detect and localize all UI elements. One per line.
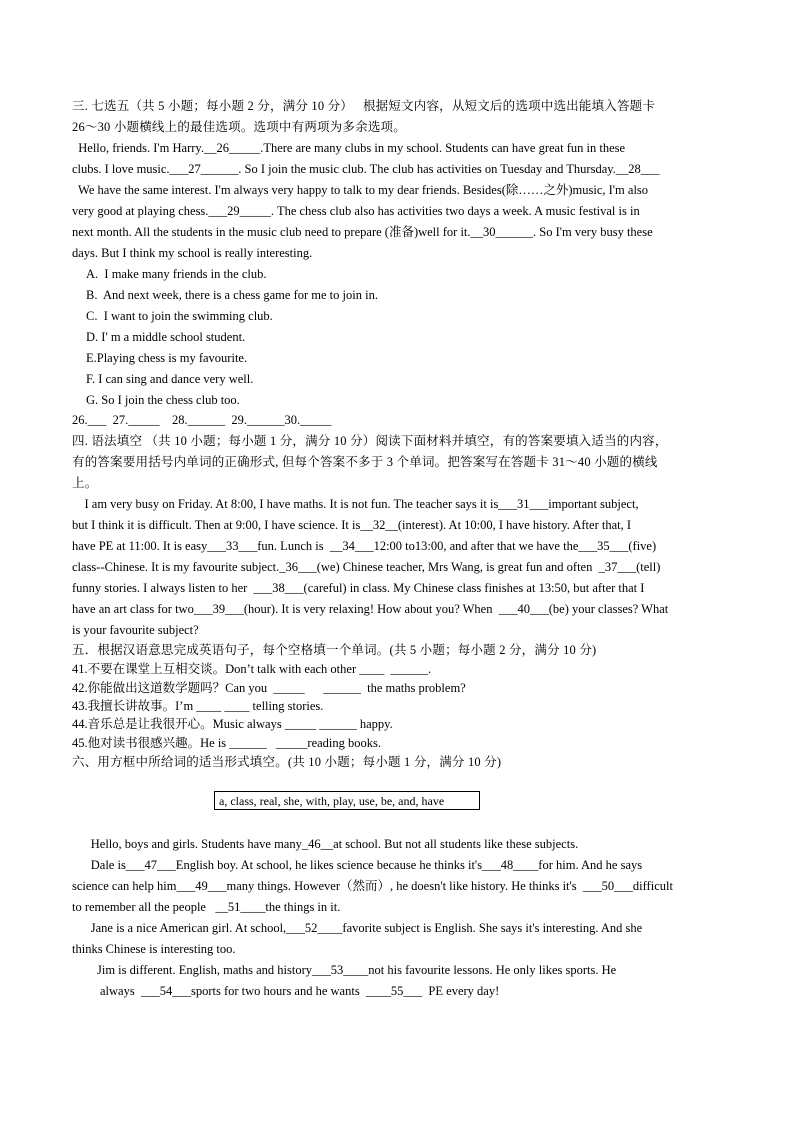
option-d: D. I' m a middle school student. (86, 330, 246, 344)
section6-passage-line: Hello, boys and girls. Students have many_46__at school. But not all students like these subjects. (72, 837, 579, 851)
option-f: F. I can sing and dance very well. (86, 372, 254, 386)
section3-passage-line: We have the same interest. I'm always very happy to talk to my dear friends. Besides(除……之外)music, I'm also (72, 183, 649, 197)
section5-header: 五．根据汉语意思完成英语句子，每个空格填一个单词。(共 5 小题；每小题 2 分，满分 10 分) (72, 643, 597, 657)
section3-passage-line: next month. All the students in the music club need to prepare (准备)well for it.__30______. So I'm very busy these (72, 225, 653, 239)
section6-passage-line: science can help him___49___many things. However（然而）, he doesn't like history. He thinks it's ___50___difficult (72, 879, 673, 893)
section5-item-42: 42.你能做出这道数学题吗？Can you _____ ______ the maths problem? (72, 681, 466, 695)
section4-header-line3: 上。 (72, 476, 98, 490)
section3-header-line1: 三. 七选五（共 5 小题；每小题 2 分，满分 10 分） 根据短文内容，从短文后的选项中选出能填入答题卡 (72, 99, 656, 113)
section4-passage-line: class--Chinese. It is my favourite subject._36___(we) Chinese teacher, Mrs Wang, is great fun and often _37___(tell) (72, 560, 661, 574)
section4-header-line2: 有的答案要用括号内单词的正确形式, 但每个答案不多于 3 个单词。把答案写在答题卡 31～40 小题的横线 (72, 455, 658, 469)
section3-header-line2: 26～30 小题横线上的最佳选项。选项中有两项为多余选项。 (72, 120, 406, 134)
section6-passage-line: thinks Chinese is interesting too. (72, 942, 236, 956)
section6-passage-line: to remember all the people __51____the things in it. (72, 900, 341, 914)
option-e: E.Playing chess is my favourite. (86, 351, 248, 365)
section3-answer-line: 26.___ 27._____ 28.______ 29.______30._____ (72, 413, 332, 427)
option-c: C. I want to join the swimming club. (86, 309, 273, 323)
section4-header-line1: 四. 语法填空 （共 10 小题；每小题 1 分，满分 10 分）阅读下面材料并填空，有的答案要填入适当的内容， (72, 434, 668, 448)
option-a: A. I make many friends in the club. (86, 267, 267, 281)
section6-passage-line: always ___54___sports for two hours and he wants ____55___ PE every day! (100, 984, 500, 998)
section6-header: 六、用方框中所给词的适当形式填空。(共 10 小题；每小题 1 分，满分 10 分) (72, 755, 502, 769)
section3-passage-line: very good at playing chess.___29_____. The chess club also has activities two days a week. A music festival is in (72, 204, 640, 218)
section6-passage-line: Dale is___47___English boy. At school, he likes science because he thinks it's___48____for him. And he says (72, 858, 643, 872)
section5-item-43: 43.我擅长讲故事。I’m ____ ____ telling stories. (72, 699, 324, 713)
section6-passage-line: Jane is a nice American girl. At school,___52____favorite subject is English. She says it's interesting. And she (72, 921, 643, 935)
section5-item-41: 41.不要在课堂上互相交谈。Don’t talk with each other ____ ______. (72, 662, 432, 676)
section4-passage-line: is your favourite subject? (72, 623, 199, 637)
section4-passage-line: have an art class for two___39___(hour). It is very relaxing! How about you? When ___40___(be) your classes? What (72, 602, 669, 616)
word-box: a, class, real, she, with, play, use, be, and, have (214, 791, 480, 810)
section3-passage-line: days. But I think my school is really interesting. (72, 246, 313, 260)
option-g: G. So I join the chess club too. (86, 393, 240, 407)
section6-passage-line: Jim is different. English, maths and history___53____not his favourite lessons. He only likes sports. He (72, 963, 617, 977)
section5-item-45: 45.他对读书很感兴趣。He is ______ _____reading books. (72, 736, 382, 750)
section3-passage-line: clubs. I love music.___27______. So I join the music club. The club has activities on Tuesday and Thursday.__28___ (72, 162, 660, 176)
section4-passage-line: but I think it is difficult. Then at 9:00, I have science. It is__32__(interest). At 10:00, I have history. After that, I (72, 518, 632, 532)
section3-passage-line: Hello, friends. I'm Harry.__26_____.There are many clubs in my school. Students can have great fun in these (72, 141, 626, 155)
section4-passage-line: I am very busy on Friday. At 8:00, I have maths. It is not fun. The teacher says it is___31___important subject, (72, 497, 639, 511)
section4-passage-line: funny stories. I always listen to her ___38___(careful) in class. My Chinese class finishes at 13:50, but after that I (72, 581, 645, 595)
section4-passage-line: have PE at 11:00. It is easy___33___fun. Lunch is __34___12:00 to13:00, and after that we have the___35___(five) (72, 539, 657, 553)
section5-item-44: 44.音乐总是让我很开心。Music always _____ ______ happy. (72, 717, 393, 731)
option-b: B. And next week, there is a chess game for me to join in. (86, 288, 378, 302)
